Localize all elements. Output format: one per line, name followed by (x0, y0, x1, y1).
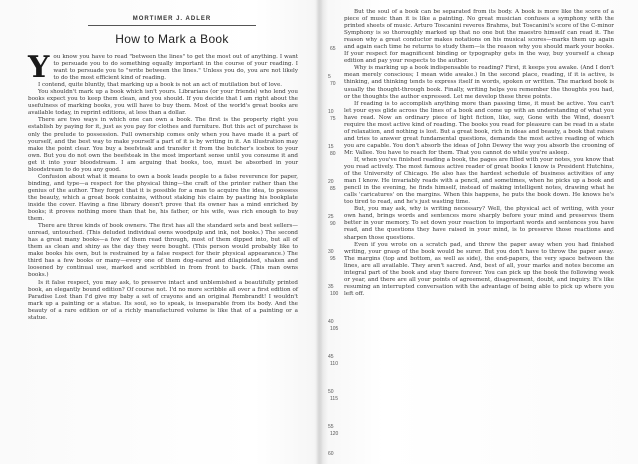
line-number: 110 (330, 361, 338, 367)
first-paragraph (28, 50, 298, 85)
line-number: 40 (328, 319, 334, 325)
paragraph: Confusion about what it means to own a book leads people to a false reverence for paper, binding, and type—a respect for the physical thing—the craft of the printer rather than the genius of the author. They forget that it is possible for a man to acquire the idea, to possess the beauty, which a great book contains, without staking his claim by pasting his bookplate inside the cover. Having a fine library doesn't prove that its owner has a mind enriched by books; it proves nothing more than that he, his father, or his wife, was rich enough to buy them. (28, 173, 298, 223)
line-number: 45 (328, 354, 334, 360)
drop-cap: Y (28, 50, 50, 85)
line-number: 60 (328, 451, 334, 457)
line-number: 5 (328, 74, 331, 80)
paragraph: There are three kinds of book owners. The first has all the standard sets and best sellers—unread, untouched. (This deluded individual owns woodpulp and ink, not books.) The second has a great many books—a few of them read through, most of them dipped into, but all of them as clean and shiny as the day they were bought. (This person would probably like to make books his own, but is restrained by a false respect for their physical appearance.) The third has a few books or many—every one of them dog-eared and dilapidated, shaken and loosened by continual use, marked and scribbled in from front to back. (This man owns books.) (28, 223, 298, 279)
line-number: 120 (330, 431, 339, 437)
line-number: 50 (328, 389, 334, 395)
line-number: 70 (330, 81, 336, 87)
right-page (330, 6, 620, 458)
paragraph: If, when you've finished reading a book, the pages are filled with your notes, you know that you read actively. The most famous active reader of great books I know is President Hutchins, of the University of Chicago. He also has the hardest schedule of business activities of any man I know. He invariably reads with a pencil, and sometimes, when he picks up a book and pencil in the evening, he finds himself, instead of making intelligent notes, drawing what he calls 'caricatures' on the margins. When this happens, he puts the book down. He knows he's too tired to read, and he's just wasting time. (344, 156, 614, 206)
title-rule (88, 25, 256, 26)
author-name: MORTIMER J. ADLER (132, 16, 212, 22)
line-number: 35 (328, 284, 334, 290)
line-number: 65 (330, 46, 336, 52)
paragraph: You shouldn't mark up a book which isn't yours. Librarians (or your friends) who lend you books expect you to keep them clean, and you should. If you decide that I am right about the usefulness of marking books, you will have to buy them. Most of the world's great books are available today, in reprint editions, at less than a dollar. (28, 89, 298, 117)
line-number: 80 (330, 151, 336, 157)
paragraph: Is it false respect, you may ask, to preserve intact and unblemished a beautifully printed book, an elegantly bound edition? Of course not. I'd no more scribble all over a first edition of Paradise Lost than I'd give my baby a set of crayons and an original Rembrandt! I wouldn't mark up a painting or a statue. Its soul, so to speak, is inseparable from its body. And the beauty of a rare edition or of a richly manufactured volume is like that of a painting or a statue. (28, 279, 298, 321)
paragraph: There are two ways in which one can own a book. The first is the property right you establish by paying for it, just as you pay for clothes and furniture. But this act of purchase is only the prelude to possession. Full ownership comes only when you have made it a part of yourself, and the best way to make yourself a part of it is by writing in it. An illustration may make the point clear. You buy a beefsteak and transfer it from the butcher's icebox to your own. But you do not own the beefsteak in the most important sense until you consume it and get it into your bloodstream. I am arguing that books, too, must be absorbed in your bloodstream to do you any good. (28, 117, 298, 173)
line-number: 20 (328, 179, 334, 185)
line-number: 75 (330, 116, 336, 122)
paragraph: But the soul of a book can be separated from its body. A book is more like the score of a piece of music than it is like a painting. No great musician confuses a symphony with the printed sheets of music. Arturo Toscanini reveres Brahms, but Toscanini's score of the C-minor Symphony is so thoroughly marked up that no one but the maestro himself can read it. The reason why a great conductor makes notations on his musical scores—marks them up again and again each time he returns to study them—is the reason why you should mark your books. If your respect for magnificent binding or typography gets in the way, buy yourself a cheap edition and pay your respects to the author. (344, 9, 614, 65)
book-gutter (314, 0, 328, 464)
line-number: 105 (330, 326, 339, 332)
line-number: 30 (328, 249, 334, 255)
paragraph: Why is marking up a book indispensable to reading? First, it keeps you awake. (And I don't mean merely conscious; I mean wide awake.) In the second place, reading, if it is active, is thinking, and thinking tends to express itself in words, spoken or written. The marked book is usually the thought-through book. Finally, writing helps you remember the thoughts you had, or the thoughts the author expressed. Let me develop these three points. (344, 65, 614, 100)
paragraph: But, you may ask, why is writing necessary? Well, the physical act of writing, with your own hand, brings words and sentences more sharply before your mind and preserves them better in your memory. To set down your reaction to important words and sentences you have read, and the questions they have raised in your mind, is to preserve those reactions and sharpen those questions. (344, 206, 614, 241)
line-number: 115 (330, 396, 338, 402)
paragraph: I contend, quite bluntly, that marking up a book is not an act of mutilation but of love. (38, 82, 283, 89)
right-body-text (344, 6, 614, 298)
line-number: 15 (328, 144, 334, 150)
line-number: 55 (328, 424, 334, 430)
paragraph-text: ou know you have to read "between the lines" to get the most out of anything. I want to persuade you to do something equally important in the course of your reading. I want to persuade you to "write between the lines." Unless you do, you are not likely to do the most efficient kind of reading. (53, 54, 298, 82)
paragraph: If reading is to accomplish anything more than passing time, it must be active. You can't let your eyes glide across the lines of a book and come up with an understanding of what you have read. Now an ordinary piece of light fiction, like, say, Gone with the Wind, doesn't require the most active kind of reading. The books you read for pleasure can be read in a state of relaxation, and nothing is lost. But a great book, rich in ideas and beauty, a book that raises and tries to answer great fundamental questions, demands the most active reading of which you are capable. You don't absorb the ideas of John Dewey the way you absorb the crooning of Mr. Vallee. You have to reach for them. That you cannot do while you're asleep. (344, 100, 614, 156)
article-title: How to Mark a Book (115, 32, 229, 46)
line-number: 95 (330, 256, 336, 262)
line-number: 90 (330, 221, 336, 227)
line-number: 10 (328, 109, 334, 115)
line-number: 25 (328, 214, 334, 220)
line-number: 85 (330, 186, 336, 192)
paragraph: Even if you wrote on a scratch pad, and threw the paper away when you had finished writing, your grasp of the book would be surer. But you don't have to throw the paper away. The margins (top and bottom, as well as side), the end-papers, the very space between the lines, are all available. They aren't sacred. And, best of all, your marks and notes become an integral part of the book and stay there forever. You can pick up the book the following week or year, and there are all your points of agreement, disagreement, doubt, and inquiry. It's like resuming an interrupted conversation with the advantage of being able to pick up where you left off. (344, 241, 614, 297)
line-number: 100 (330, 291, 339, 297)
right-line-numbers (330, 6, 338, 458)
left-body-text (28, 50, 298, 322)
